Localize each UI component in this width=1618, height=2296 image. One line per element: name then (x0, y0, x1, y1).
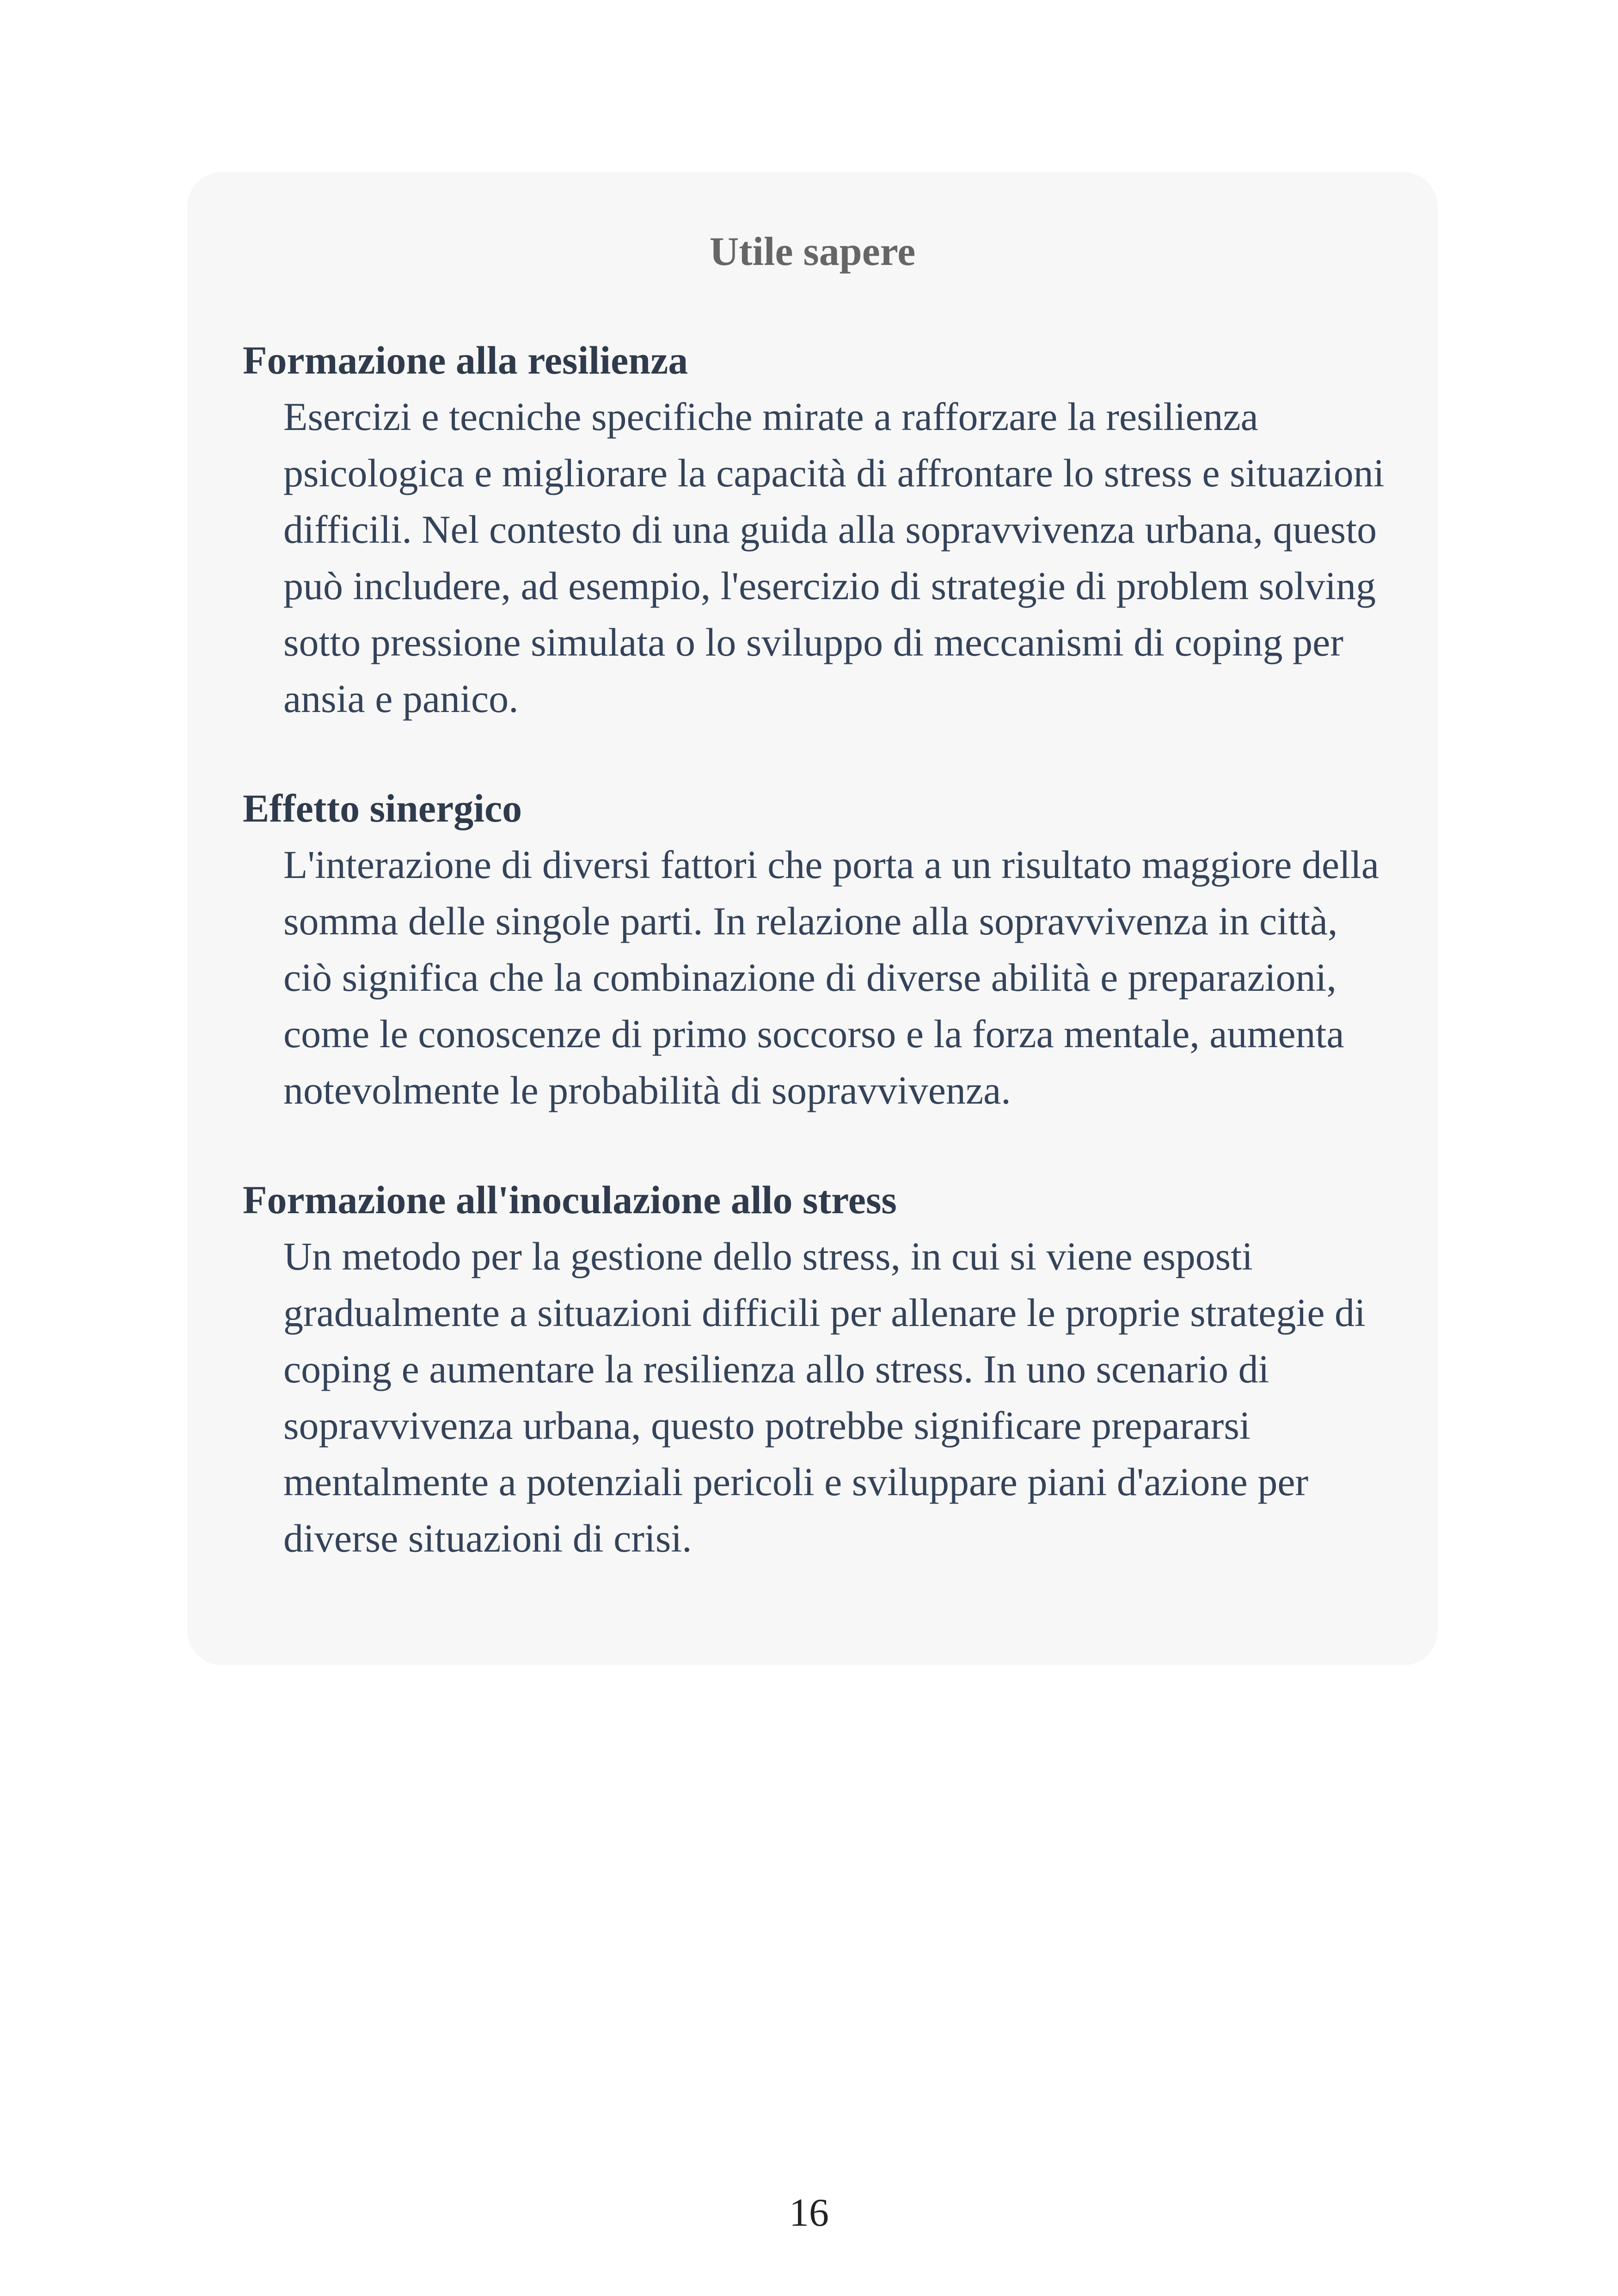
page-number: 16 (789, 2190, 829, 2235)
glossary-term (243, 332, 1385, 727)
term-name: Formazione alla resilienza (243, 338, 688, 382)
term-name: Effetto sinergico (243, 786, 522, 830)
term-description: L'interazione di diversi fattori che porta a un risultato maggiore della somma delle singole parti. In relazione alla sopravvivenza in città, ciò significa che la combinazione di diverse abilità e preparazioni, come le conoscenze di primo soccorso e la forza mentale, aumenta notevolmente le probabilità di sopravvivenza. (283, 842, 1379, 1112)
box-title: Utile sapere (709, 229, 916, 274)
info-box (187, 172, 1438, 1665)
glossary-term (243, 780, 1382, 1118)
term-description: Un metodo per la gestione dello stress, in cui si viene esposti gradualmente a situazioni difficili per allenare le proprie strategie di coping e aumentare la resilienza allo stress. In uno scenario di sopravvivenza urbana, questo potrebbe significare prepararsi mentalmente a potenziali pericoli e sviluppare piani d'azione per diverse situazioni di crisi. (283, 1234, 1366, 1560)
glossary-term (243, 1172, 1382, 1566)
term-description: Esercizi e tecniche specifiche mirate a rafforzare la resilienza psicologica e migliorare la capacità di affrontare lo stress e situazioni difficili. Nel contesto di una guida alla sopravvivenza urbana, questo può includere, ad esempio, l'esercizio di strategie di problem solving sotto pressione simulata o lo sviluppo di meccanismi di coping per ansia e panico. (283, 394, 1385, 721)
term-name: Formazione all'inoculazione allo stress (243, 1177, 897, 1222)
